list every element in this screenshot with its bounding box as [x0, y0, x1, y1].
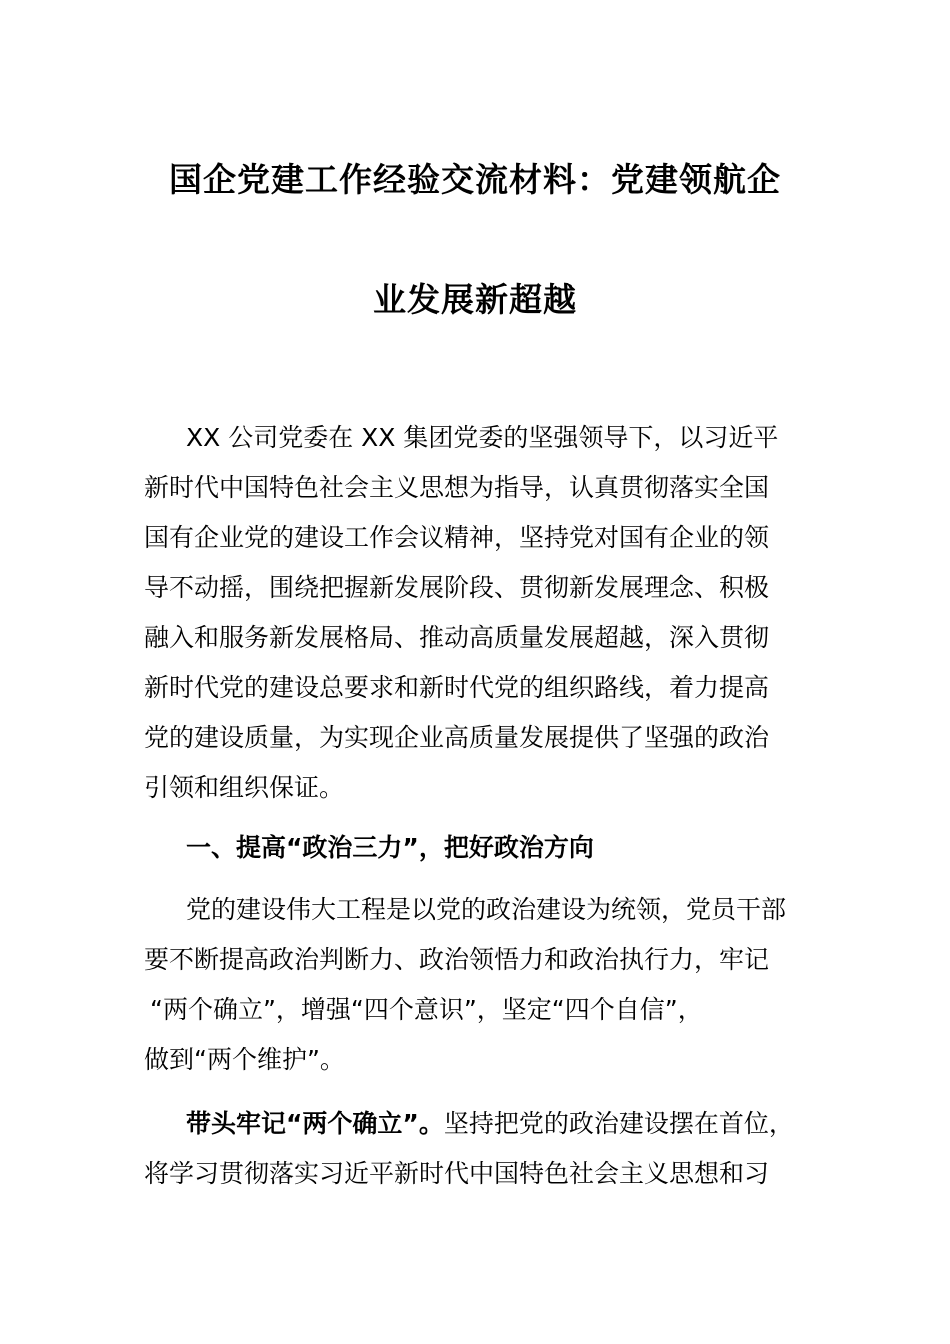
paragraph-3-line-1-rest: 坚持把党的政治建设摆在首位，: [443, 1109, 794, 1138]
paragraph-2-line-3: “两个确立”，增强“四个意识”，坚定“四个自信”，: [150, 995, 703, 1024]
paragraph-1-line-8: 引领和组织保证。: [144, 773, 345, 802]
paragraph-3-lead: 带头牢记“两个确立”。: [186, 1109, 444, 1138]
paragraph-2-line-2: 要不断提高政治判断力、政治领悟力和政治执行力，牢记: [144, 945, 770, 974]
section-heading-1: 一、提高“政治三力”，把好政治方向: [186, 833, 594, 862]
paragraph-2-line-4: 做到“两个维护”。: [144, 1045, 345, 1074]
document-title-line-2: 业发展新超越: [373, 280, 577, 319]
paragraph-1-line-6: 新时代党的建设总要求和新时代党的组织路线，着力提高: [144, 673, 770, 702]
paragraph-2-line-1: 党的建设伟大工程是以党的政治建设为统领，党员干部: [186, 895, 787, 924]
paragraph-1-line-1: XX 公司党委在 XX 集团党委的坚强领导下，以习近平: [186, 423, 779, 452]
document-title-line-1: 国企党建工作经验交流材料：党建领航企: [169, 160, 781, 199]
paragraph-3-line-2: 将学习贯彻落实习近平新时代中国特色社会主义思想和习: [144, 1159, 770, 1188]
paragraph-3-line-1: [186, 1107, 794, 1141]
paragraph-1-line-5: 融入和服务新发展格局、推动高质量发展超越，深入贯彻: [144, 623, 770, 652]
paragraph-1-line-7: 党的建设质量，为实现企业高质量发展提供了坚强的政治: [144, 723, 770, 752]
paragraph-1-line-4: 导不动摇，围绕把握新发展阶段、贯彻新发展理念、积极: [144, 573, 770, 602]
paragraph-1-line-2: 新时代中国特色社会主义思想为指导，认真贯彻落实全国: [144, 473, 770, 502]
paragraph-1-line-3: 国有企业党的建设工作会议精神，坚持党对国有企业的领: [144, 523, 770, 552]
